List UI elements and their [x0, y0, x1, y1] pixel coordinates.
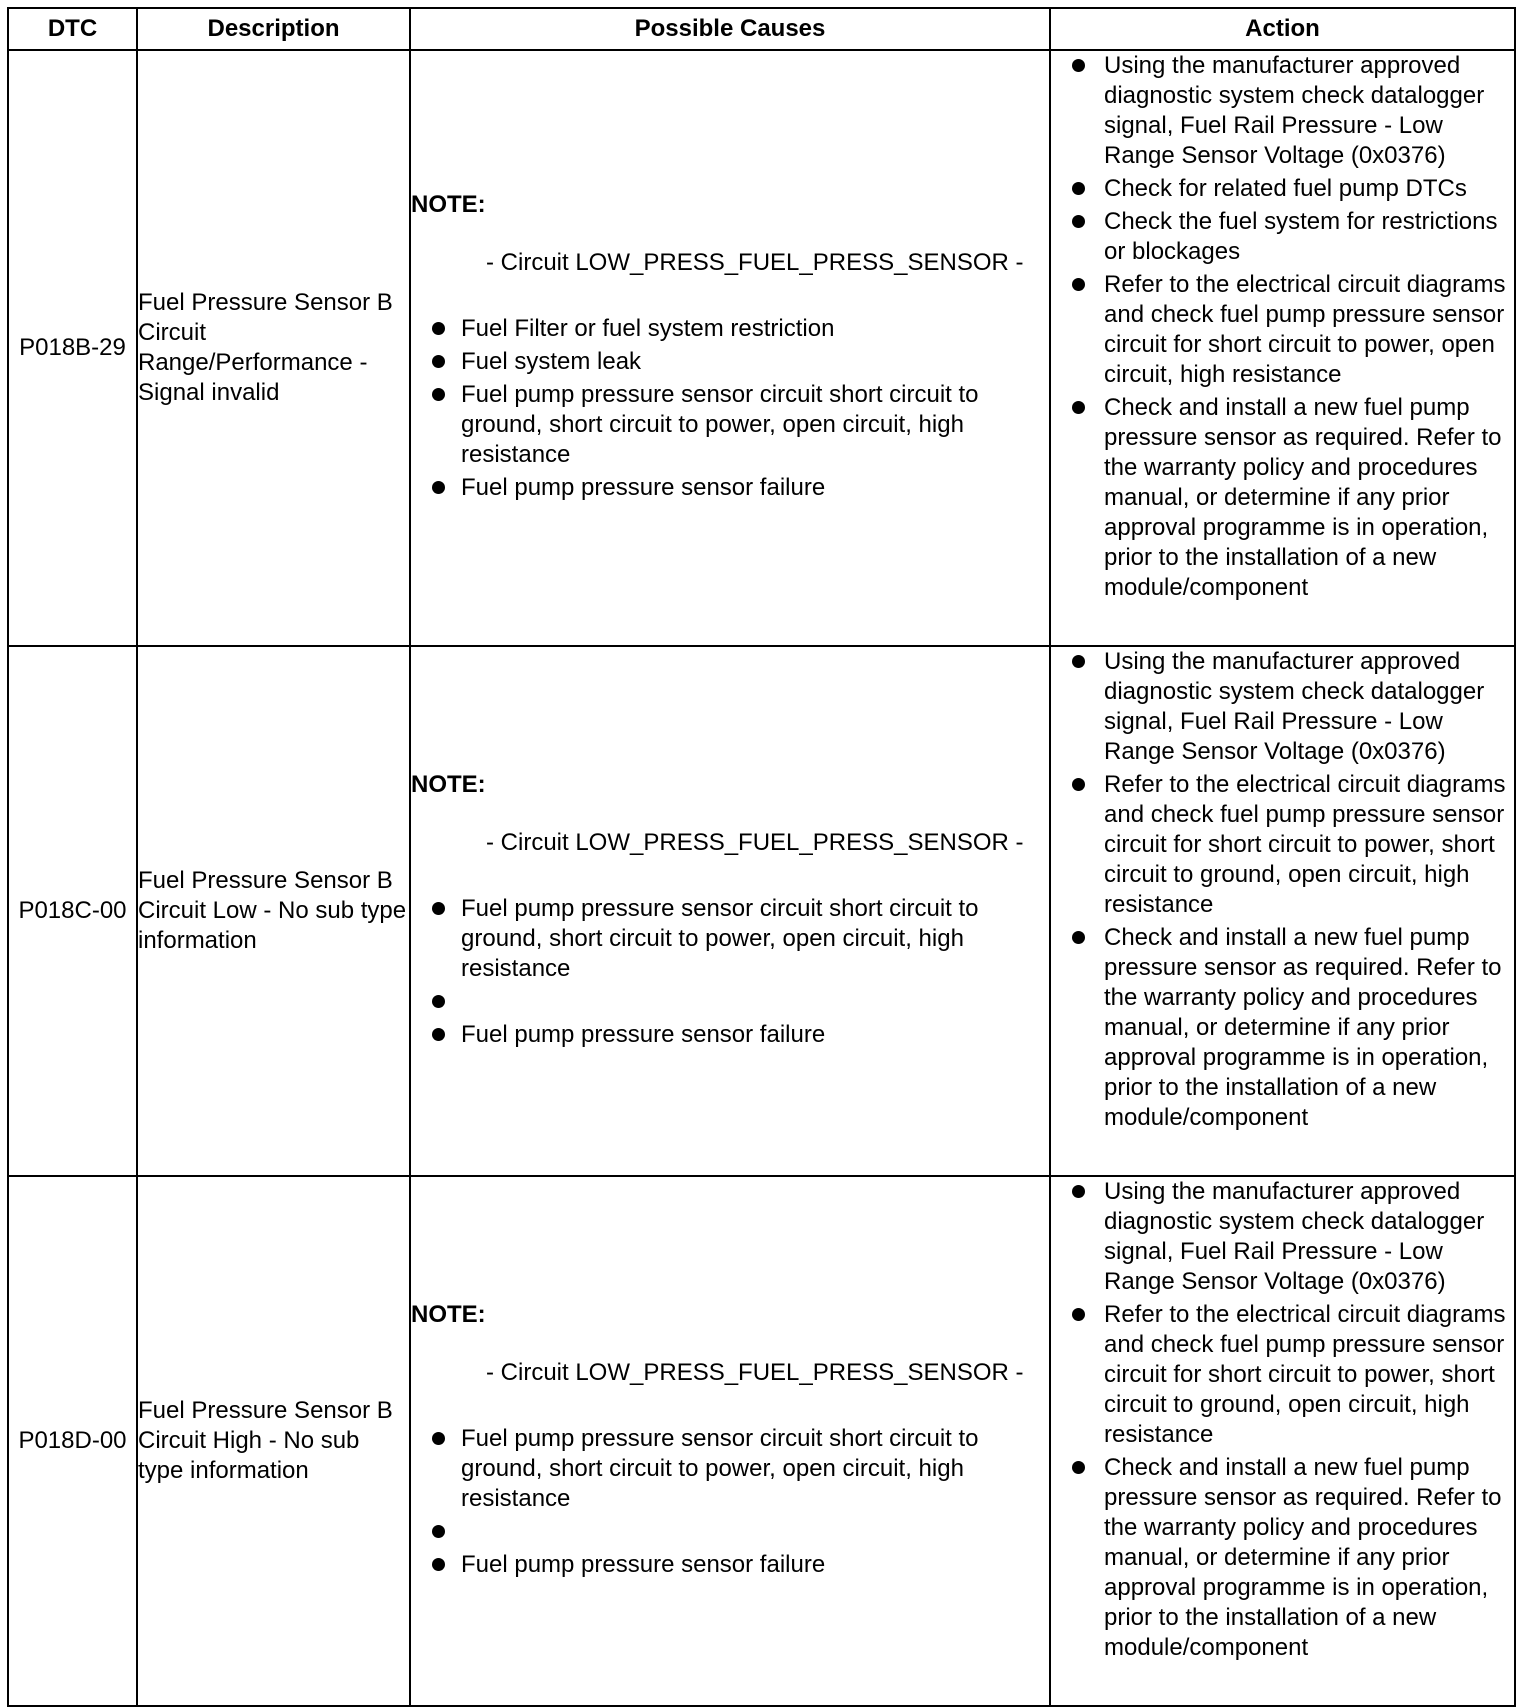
action-item: Check and install a new fuel pump pressure sensor as required. Refer to the warranty policy and procedures manual, or determine if any prior approval programme is in operation, prior to the installation of a new module/component	[1051, 1453, 1514, 1663]
header-description: Description	[137, 8, 410, 50]
action-cell	[1050, 50, 1515, 646]
actions-list	[1051, 647, 1514, 1133]
cause-item: Fuel Filter or fuel system restriction	[411, 314, 1049, 344]
cause-item	[411, 987, 1049, 1017]
action-item: Using the manufacturer approved diagnostic system check datalogger signal, Fuel Rail Pressure - Low Range Sensor Voltage (0x0376)	[1051, 1177, 1514, 1297]
description: Fuel Pressure Sensor B Circuit High - No sub type information	[137, 1176, 410, 1706]
description: Fuel Pressure Sensor B Circuit Low - No sub type information	[137, 646, 410, 1176]
note-label: NOTE:	[411, 770, 486, 798]
header-dtc: DTC	[8, 8, 137, 50]
actions-list	[1051, 51, 1514, 603]
action-item: Refer to the electrical circuit diagrams and check fuel pump pressure sensor circuit for short circuit to power, short circuit to ground, open circuit, high resistance	[1051, 770, 1514, 920]
dtc-code: P018B-29	[8, 50, 137, 646]
causes-list	[411, 314, 1049, 503]
possible-causes	[410, 1176, 1050, 1706]
note-circuit: - Circuit LOW_PRESS_FUEL_PRESS_SENSOR -	[486, 249, 1024, 276]
dtc-table	[7, 7, 1516, 1707]
cause-item: Fuel pump pressure sensor failure	[411, 1020, 1049, 1050]
description: Fuel Pressure Sensor B Circuit Range/Performance - Signal invalid	[137, 50, 410, 646]
action-cell	[1050, 646, 1515, 1176]
header-possible-causes: Possible Causes	[410, 8, 1050, 50]
cause-item: Fuel system leak	[411, 347, 1049, 377]
note-label: NOTE:	[411, 1300, 486, 1328]
cause-item: Fuel pump pressure sensor circuit short circuit to ground, short circuit to power, open circuit, high resistance	[411, 894, 1049, 984]
note-circuit: - Circuit LOW_PRESS_FUEL_PRESS_SENSOR -	[486, 1358, 1024, 1386]
note-circuit: - Circuit LOW_PRESS_FUEL_PRESS_SENSOR -	[486, 828, 1024, 856]
cause-item: Fuel pump pressure sensor circuit short circuit to ground, short circuit to power, open circuit, high resistance	[411, 380, 1049, 470]
causes-list	[411, 894, 1049, 1050]
action-item: Using the manufacturer approved diagnostic system check datalogger signal, Fuel Rail Pressure - Low Range Sensor Voltage (0x0376)	[1051, 647, 1514, 767]
cause-item: Fuel pump pressure sensor failure	[411, 1550, 1049, 1580]
table-row	[8, 50, 1515, 646]
note-label: NOTE:	[411, 191, 486, 218]
action-item: Check and install a new fuel pump pressure sensor as required. Refer to the warranty policy and procedures manual, or determine if any prior approval programme is in operation, prior to the installation of a new module/component	[1051, 923, 1514, 1133]
cause-item: Fuel pump pressure sensor circuit short circuit to ground, short circuit to power, open circuit, high resistance	[411, 1424, 1049, 1514]
possible-causes	[410, 50, 1050, 646]
dtc-code: P018C-00	[8, 646, 137, 1176]
causes-list	[411, 1424, 1049, 1580]
action-cell	[1050, 1176, 1515, 1706]
cause-item: Fuel pump pressure sensor failure	[411, 473, 1049, 503]
cause-item	[411, 1517, 1049, 1547]
possible-causes	[410, 646, 1050, 1176]
table-row	[8, 1176, 1515, 1706]
header-action: Action	[1050, 8, 1515, 50]
header-row	[8, 8, 1515, 50]
action-item: Refer to the electrical circuit diagrams and check fuel pump pressure sensor circuit for short circuit to power, open circuit, high resistance	[1051, 270, 1514, 390]
action-item: Check the fuel system for restrictions or blockages	[1051, 207, 1514, 267]
table-row	[8, 646, 1515, 1176]
action-item: Check and install a new fuel pump pressure sensor as required. Refer to the warranty policy and procedures manual, or determine if any prior approval programme is in operation, prior to the installation of a new module/component	[1051, 393, 1514, 603]
action-item: Using the manufacturer approved diagnostic system check datalogger signal, Fuel Rail Pressure - Low Range Sensor Voltage (0x0376)	[1051, 51, 1514, 171]
dtc-code: P018D-00	[8, 1176, 137, 1706]
action-item: Check for related fuel pump DTCs	[1051, 174, 1514, 204]
actions-list	[1051, 1177, 1514, 1663]
action-item: Refer to the electrical circuit diagrams and check fuel pump pressure sensor circuit for short circuit to power, short circuit to ground, open circuit, high resistance	[1051, 1300, 1514, 1450]
